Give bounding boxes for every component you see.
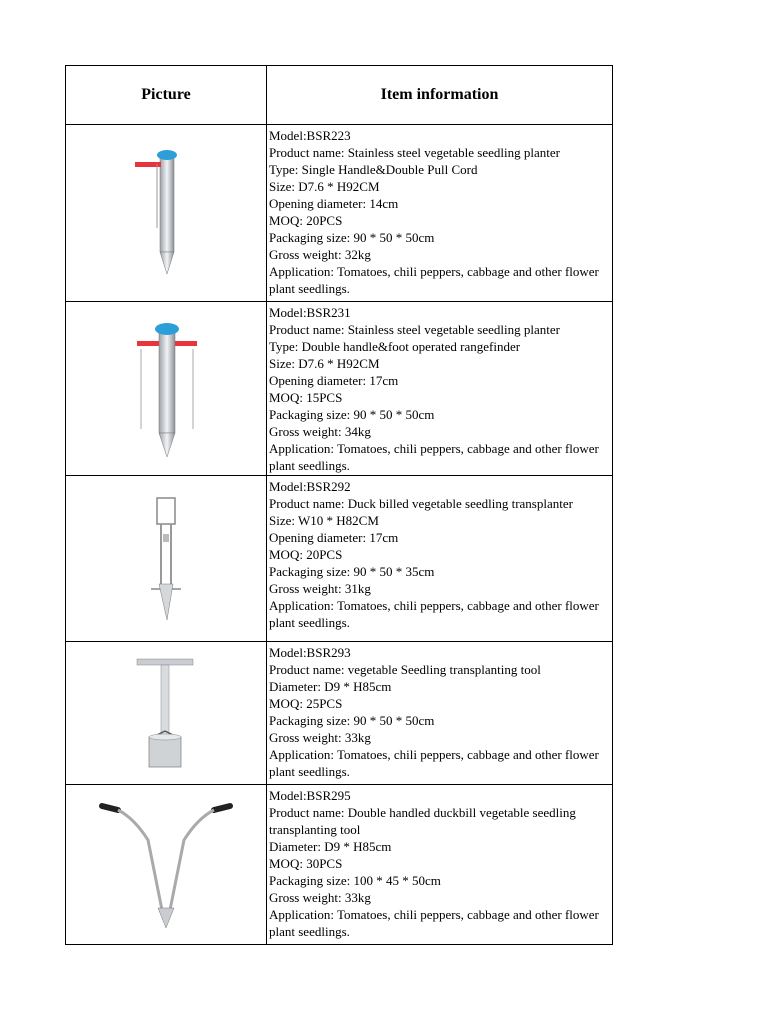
picture-header: Picture — [66, 66, 267, 125]
product-name-line: Product name: vegetable Seedling transplanting tool — [269, 662, 541, 677]
product-name-line: Product name: Duck billed vegetable seedling transplanter — [269, 496, 573, 511]
size-line: Size: D7.6 * H92CM — [269, 179, 380, 194]
product-info-cell — [267, 302, 613, 476]
size-line: Size: D7.6 * H92CM — [269, 356, 380, 371]
model-line: Model:BSR231 — [269, 305, 351, 320]
model-line: Model:BSR223 — [269, 128, 351, 143]
product-picture-cell — [66, 785, 267, 945]
moq-line: MOQ: 30PCS — [269, 856, 343, 871]
moq-line: MOQ: 20PCS — [269, 547, 343, 562]
table-row — [66, 785, 613, 945]
table-row — [66, 642, 613, 785]
product-picture-cell — [66, 125, 267, 302]
table-row — [66, 125, 613, 302]
header-row — [66, 66, 613, 125]
diameter-line: Diameter: D9 * H85cm — [269, 839, 392, 854]
opening-diameter-line: Opening diameter: 17cm — [269, 373, 399, 388]
model-line: Model:BSR293 — [269, 645, 351, 660]
packaging-size-line: Packaging size: 100 * 45 * 50cm — [269, 873, 441, 888]
gross-weight-line: Gross weight: 34kg — [269, 424, 371, 439]
opening-diameter-line: Opening diameter: 14cm — [269, 196, 399, 211]
packaging-size-line: Packaging size: 90 * 50 * 50cm — [269, 407, 435, 422]
product-picture-cell — [66, 642, 267, 785]
double-handled-duckbill-tool-image — [96, 800, 236, 930]
packaging-size-line: Packaging size: 90 * 50 * 50cm — [269, 713, 435, 728]
product-info-cell — [267, 785, 613, 945]
gross-weight-line: Gross weight: 32kg — [269, 247, 371, 262]
product-name-line: Product name: Stainless steel vegetable seedling planter — [269, 145, 560, 160]
packaging-size-line: Packaging size: 90 * 50 * 50cm — [269, 230, 435, 245]
application-line: Application: Tomatoes, chili peppers, cabbage and other flower plant seedlings. — [269, 907, 599, 939]
table-row — [66, 302, 613, 476]
product-info-cell — [267, 476, 613, 642]
product-picture-cell — [66, 302, 267, 476]
moq-line: MOQ: 25PCS — [269, 696, 343, 711]
application-line: Application: Tomatoes, chili peppers, cabbage and other flower plant seedlings. — [269, 747, 599, 779]
moq-line: MOQ: 20PCS — [269, 213, 343, 228]
product-table — [65, 65, 613, 945]
diameter-line: Diameter: D9 * H85cm — [269, 679, 392, 694]
product-name-line: Product name: Double handled duckbill vegetable seedling transplanting tool — [269, 805, 576, 837]
application-line: Application: Tomatoes, chili peppers, cabbage and other flower plant seedlings. — [269, 441, 599, 473]
product-name-line: Product name: Stainless steel vegetable seedling planter — [269, 322, 560, 337]
size-line: Size: W10 * H82CM — [269, 513, 379, 528]
info-header: Item information — [267, 66, 613, 125]
duckbill-transplanter-image — [141, 494, 191, 624]
type-line: Type: Single Handle&Double Pull Cord — [269, 162, 478, 177]
type-line: Type: Double handle&foot operated rangefinder — [269, 339, 521, 354]
application-line: Application: Tomatoes, chili peppers, cabbage and other flower plant seedlings. — [269, 264, 599, 296]
table-row — [66, 476, 613, 642]
seedling-planter-image — [131, 148, 201, 278]
product-info-cell — [267, 125, 613, 302]
product-picture-cell — [66, 476, 267, 642]
model-line: Model:BSR295 — [269, 788, 351, 803]
gross-weight-line: Gross weight: 33kg — [269, 730, 371, 745]
opening-diameter-line: Opening diameter: 17cm — [269, 530, 399, 545]
packaging-size-line: Packaging size: 90 * 50 * 35cm — [269, 564, 435, 579]
seedling-transplanting-tool-image — [131, 653, 201, 773]
moq-line: MOQ: 15PCS — [269, 390, 343, 405]
model-line: Model:BSR292 — [269, 479, 351, 494]
gross-weight-line: Gross weight: 31kg — [269, 581, 371, 596]
application-line: Application: Tomatoes, chili peppers, cabbage and other flower plant seedlings. — [269, 598, 599, 630]
gross-weight-line: Gross weight: 33kg — [269, 890, 371, 905]
product-info-cell — [267, 642, 613, 785]
seedling-planter-image — [131, 319, 201, 459]
